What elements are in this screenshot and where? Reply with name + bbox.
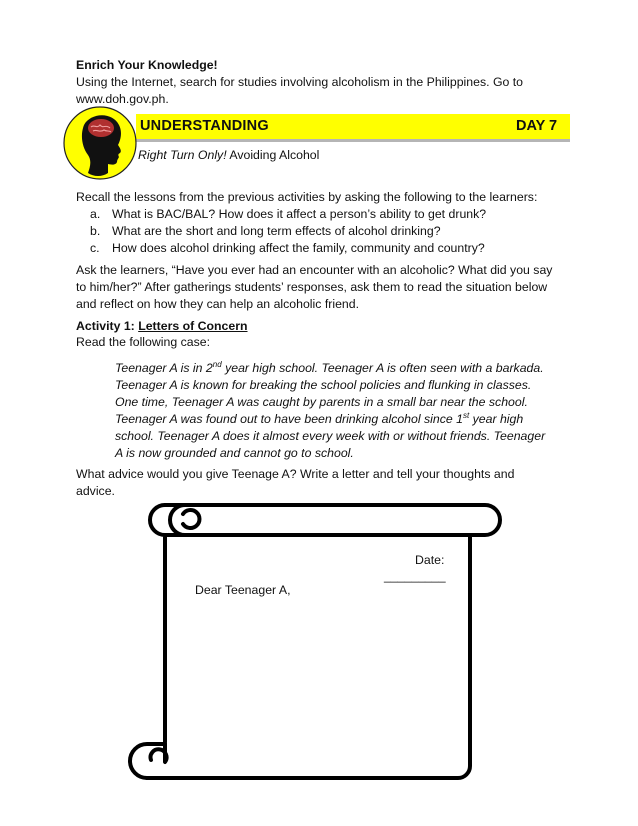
day-label: DAY 7 bbox=[516, 118, 558, 134]
recall-intro: Recall the lessons from the previous activities by asking the following to the learners: bbox=[76, 190, 538, 204]
ask-line-3: and reflect on how they can help an alcoholic friend. bbox=[76, 297, 360, 311]
enrich-heading: Enrich Your Knowledge! bbox=[76, 58, 218, 72]
ask-line-1: Ask the learners, “Have you ever had an encounter with an alcoholic? What did you say bbox=[76, 263, 553, 277]
case-line-1: Teenager A is in 2nd year high school. Teenager A is often seen with a barkada. bbox=[115, 360, 544, 375]
enrich-text-line-2: www.doh.gov.ph. bbox=[76, 92, 169, 106]
section-title: UNDERSTANDING bbox=[140, 118, 269, 134]
head-brain-icon bbox=[62, 105, 138, 181]
ask-line-2: to him/her?” After gatherings students’ responses, ask them to read the situation below bbox=[76, 280, 548, 294]
case-line-5: school. Teenager A does it almost every week with or without friends. Teenager bbox=[115, 429, 546, 443]
case-line-2: Teenager A is known for breaking the school policies and flunking in classes. bbox=[115, 378, 532, 392]
case-line-3: One time, Teenager A was caught by parents in a small bar near the school. bbox=[115, 395, 528, 409]
list-item: a. What is BAC/BAL? How does it affect a person’s ability to get drunk? bbox=[90, 207, 487, 221]
advice-line-1: What advice would you give Teenage A? Write a letter and tell your thoughts and bbox=[76, 467, 515, 481]
activity-instruction: Read the following case: bbox=[76, 335, 210, 349]
case-line-6: A is now grounded and cannot go to school. bbox=[115, 446, 354, 460]
enrich-text-line-1: Using the Internet, search for studies involving alcoholism in the Philippines. Go to bbox=[76, 75, 524, 89]
section-subtitle bbox=[138, 147, 319, 164]
list-item: c. How does alcohol drinking affect the family, community and country? bbox=[90, 241, 485, 255]
subtitle-rest: Avoiding Alcohol bbox=[226, 148, 320, 162]
date-label: Date: bbox=[415, 553, 445, 567]
list-item: b. What are the short and long term effects of alcohol drinking? bbox=[90, 224, 441, 238]
letter-scroll-frame bbox=[125, 500, 505, 785]
case-line-4: Teenager A was found out to have been drinking alcohol since 1st year high bbox=[115, 411, 524, 426]
advice-line-2: advice. bbox=[76, 484, 115, 498]
subtitle-italic: Right Turn Only! bbox=[138, 148, 227, 162]
letter-salutation: Dear Teenager A, bbox=[195, 583, 291, 597]
activity-title: Letters of Concern bbox=[138, 319, 248, 333]
activity-heading: Activity 1: Letters of Concern bbox=[76, 319, 248, 333]
date-blank: _________ bbox=[384, 569, 446, 583]
